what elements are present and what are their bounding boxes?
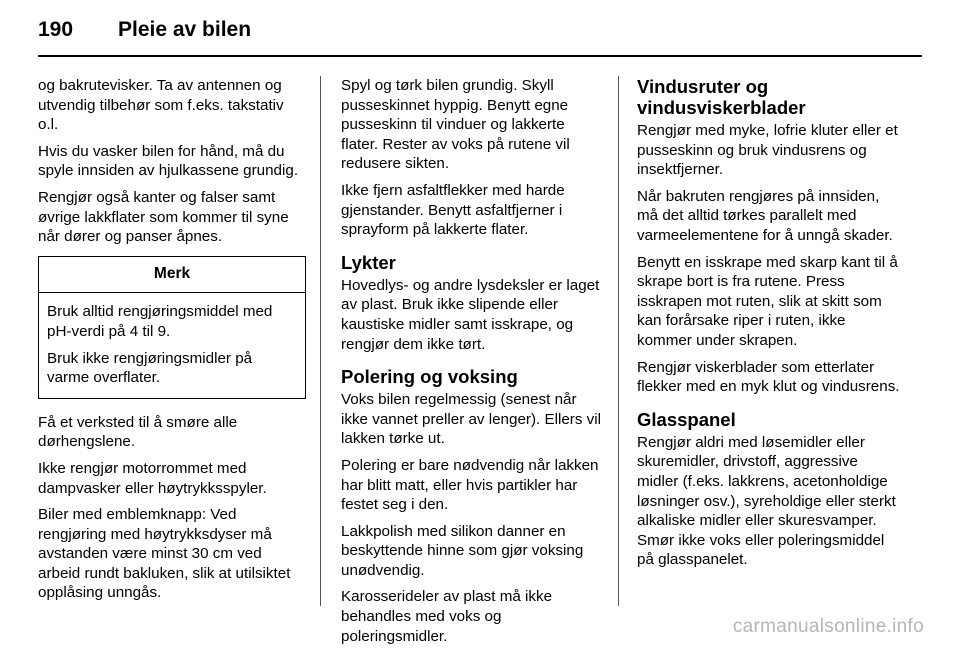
paragraph: Ikke fjern asfaltflekker med harde gjenstander. Benytt asfaltfjerner i sprayform på lakkerte flater. [341, 181, 565, 239]
column-1 [38, 76, 306, 610]
column-divider [320, 76, 321, 606]
paragraph: Spyl og tørk bilen grundig. Skyll pusseskinnet hyppig. Benytt egne pusseskinn til vinduer og lakkerte flater. Rester av voks på rutene vil redusere sikten. [341, 77, 570, 173]
header-rule [38, 55, 922, 57]
paragraph: Rengjør viskerblader som etterlater flekker med en myk klut og vindusrens. [637, 358, 900, 396]
paragraph: Polering er bare nødvendig når lakken har blitt matt, eller hvis partikler har festet seg i den. [341, 456, 599, 514]
paragraph: Hvis du vasker bilen for hånd, må du spyle innsiden av hjulkassene grundig. [38, 142, 299, 180]
paragraph: Benytt en isskrape med skarp kant til å skrape bort is fra rutene. Press isskrapen mot ruten, slik at skitt som kan forårsake riper i ruten, ikke kommer under skrapen. [637, 253, 898, 349]
section-heading-polering: Polering og voksing [341, 366, 518, 388]
paragraph: og bakrutevisker. Ta av antennen og utvendig tilbehør som f.eks. takstativ o.l. [38, 77, 284, 134]
page-title: Pleie av bilen [118, 18, 252, 41]
page-header [38, 18, 251, 42]
paragraph: Karosserideler av plast må ikke behandles med voks og poleringsmidler. [341, 588, 553, 645]
paragraph: Rengjør også kanter og falser samt øvrige lakkflater som kommer til syne når dører og panser åpnes. [38, 188, 289, 246]
paragraph: Få et verksted til å smøre alle dørhengslene. [38, 413, 238, 451]
section-heading-vindusruter: Vindusruter og vindusviskerblader [637, 76, 806, 118]
column-divider [618, 76, 619, 606]
note-box [38, 256, 306, 399]
column-2 [341, 76, 603, 653]
paragraph: Hovedlys- og andre lysdeksler er laget av plast. Bruk ikke slipende eller kaustiske midler samt isskrape, og rengjør dem ikke tørt. [341, 276, 600, 353]
section-heading-lykter: Lykter [341, 251, 396, 273]
section-heading-glasspanel: Glasspanel [637, 408, 736, 430]
paragraph: Rengjør med myke, lofrie kluter eller et pusseskinn og bruk vindusrens og insektfjerner. [637, 122, 898, 179]
paragraph: Når bakruten rengjøres på innsiden, må det alltid tørkes parallelt med varmeelementene for å unngå skader. [637, 187, 893, 244]
paragraph: Rengjør aldri med løsemidler eller skuremidler, drivstoff, aggressive midler (f.eks. lakkrens, acetonholdige løsninger osv.), syreholdige eller sterkt alkaliske midler eller skuresvamper. Smør ikke voks eller poleringsmiddel på glasspanelet. [637, 433, 896, 569]
page-number: 190 [38, 18, 74, 41]
note-title: Merk [39, 257, 305, 294]
watermark: carmanualsonline.info [732, 616, 924, 637]
note-body [39, 293, 305, 397]
paragraph: Ikke rengjør motorrommet med dampvasker eller høytrykksspyler. [38, 459, 267, 497]
column-3 [637, 76, 903, 577]
paragraph: Voks bilen regelmessig (senest når ikke vannet preller av lenger). Ellers vil lakken tørke ut. [341, 391, 601, 448]
paragraph: Lakkpolish med silikon danner en beskyttende hinne som gjør voksing unødvendig. [341, 522, 584, 579]
note-paragraph: Bruk alltid rengjøringsmiddel med pH-verdi på 4 til 9. [47, 303, 273, 340]
paragraph: Biler med emblemknapp: Ved rengjøring med høytrykksdyser må avstanden være minst 30 cm ved arbeid rundt bakluken, slik at utilsiktet opplåsing unngås. [38, 506, 291, 602]
note-paragraph: Bruk ikke rengjøringsmidler på varme overflater. [47, 349, 253, 387]
